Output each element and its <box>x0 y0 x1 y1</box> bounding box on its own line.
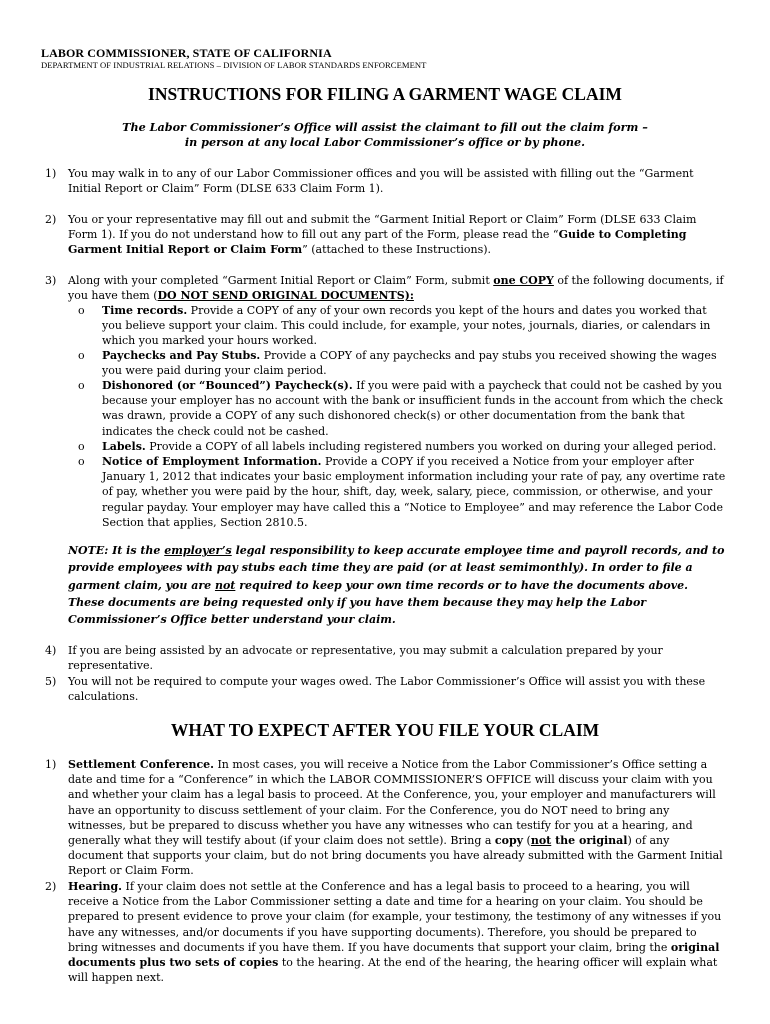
guide-reference: Guide to Completing Garment Initial Report or Claim Form <box>68 228 687 257</box>
not-emphasis: not <box>530 834 552 848</box>
hearing-text <box>68 879 728 985</box>
original-documents-emphasis: original documents plus two sets of copies <box>68 940 720 970</box>
bullet-paychecks <box>102 348 728 378</box>
bullet-marker: o <box>78 304 85 317</box>
note-text-a: NOTE: It is the <box>68 544 165 557</box>
settlement-text-c: ) of any document that supports your claim, but do not bring documents you have already submitted with the Garment Initial Report or Claim Form. <box>68 834 723 878</box>
instruction-5-number: 5) <box>45 675 57 688</box>
instruction-4-number: 4) <box>45 644 57 657</box>
note-not-emphasis: not <box>214 578 236 592</box>
employer-responsibility-note <box>68 542 728 628</box>
bullet-paychecks-title: Paychecks and Pay Stubs. <box>102 349 261 362</box>
bullet-paychecks-text: Provide a COPY of any paychecks and pay stubs you received showing the wages you were paid during your claim period. <box>102 349 717 378</box>
the-original-emphasis: the original <box>551 834 628 848</box>
bullet-notice-title: Notice of Employment Information. <box>102 455 322 468</box>
bullet-time-records <box>102 303 728 349</box>
bullet-dishonored-paychecks <box>102 378 728 439</box>
instruction-3-text <box>68 273 728 303</box>
bullet-time-records-text: Provide a COPY of any of your own records you kept of the hours and dates you worked that you believe support your claim. This could include, for example, your notes, journals, diaries, or calendars in which you marked your hours worked. <box>102 304 711 348</box>
no-originals-emphasis: DO NOT SEND ORIGINAL DOCUMENTS): <box>157 289 414 303</box>
intro-line-1: The Labor Commissioner’s Office will assist the claimant to fill out the claim form – <box>122 120 648 134</box>
hearing-text-b: to the hearing. At the end of the hearing, the hearing officer will explain what will happen next. <box>68 956 718 985</box>
instruction-3-number: 3) <box>45 274 57 287</box>
note-text-c: required to keep your own time records or to have the documents above. These documents are being requested only if you have them because they may help the Labor Commissioner’s Office better understand your claim. <box>68 578 688 627</box>
settlement-conference-title: Settlement Conference. <box>68 758 214 771</box>
note-employer-emphasis: employer’s <box>164 544 232 557</box>
bullet-labels <box>102 439 728 454</box>
bullet-marker: o <box>78 440 85 453</box>
bullet-marker: o <box>78 349 85 362</box>
note-text-b: legal responsibility to keep accurate employee time and payroll records, and to provide employees with pay stubs each time they are paid (or at least semimonthly). In order to file a garment claim, you are <box>68 544 725 592</box>
instruction-2-number: 2) <box>45 213 57 226</box>
settlement-text-b: ( <box>523 834 531 848</box>
expect-2-number: 2) <box>45 880 57 893</box>
hearing-text-a: If your claim does not settle at the Conference and has a legal basis to proceed to a hearing, you will receive a Notice from the Labor Commissioner setting a date and time for a hearing on your claim. You should be prepared to present evidence to prove your claim (for example, your testimony, the testimony of any witnesses if you have any witnesses, and/or documents if you have supporting documents). Therefore, you should be prepared to bring witnesses and documents if you have them. If you have documents that support your claim, bring the <box>68 880 722 954</box>
bullet-marker: o <box>78 379 85 392</box>
instruction-2-text-a: You or your representative may fill out and submit the “Garment Initial Report or Claim” Form (DLSE 633 Claim Form 1). If you do not understand how to fill out any part of the Form, please read the “ <box>68 213 697 242</box>
hearing-title: Hearing. <box>68 880 123 893</box>
bullet-time-records-title: Time records. <box>102 304 188 317</box>
instruction-5-text: You will not be required to compute your wages owed. The Labor Commissioner’s Office will assist you with these calculations. <box>68 675 706 704</box>
instruction-3-text-b: of the following documents, if you have them ( <box>68 274 724 303</box>
bullet-dishonored-text: If you were paid with a paycheck that could not be cashed by you because your employer has no account with the bank or insufficient funds in the account from which the check was drawn, provide a COPY of any such dishonored check(s) or other documentation from the bank that indicates the check could not be cashed. <box>102 379 723 438</box>
one-copy-emphasis: one COPY <box>493 274 554 287</box>
department-heading: DEPARTMENT OF INDUSTRIAL RELATIONS – DIVISION OF LABOR STANDARDS ENFORCEMENT <box>41 60 427 70</box>
expect-1-number: 1) <box>45 758 57 771</box>
intro-statement <box>0 120 770 150</box>
intro-line-2: in person at any local Labor Commissioner’s office or by phone. <box>184 135 586 149</box>
bullet-labels-text: Provide a COPY of all labels including registered numbers you worked on during your alleged period. <box>145 440 717 453</box>
instruction-2-text-b: ” (attached to these Instructions). <box>302 243 492 257</box>
instruction-4-text: If you are being assisted by an advocate or representative, you may submit a calculation prepared by your representative. <box>68 644 663 673</box>
settlement-text-a: In most cases, you will receive a Notice from the Labor Commissioner’s Office setting a date and time for a “Conference” in which the LABOR COMMISSIONER’S OFFICE will discuss your claim with you and whether your claim has a legal basis to proceed. At the Conference, you, your employer and manufacturers will have an opportunity to discuss settlement of your claim. For the Conference, you do NOT need to bring any witnesses, but be prepared to discuss whether you have any witnesses who can testify for you at a hearing, and generally what they will testify about (if your claim does not settle). Bring a <box>68 758 716 848</box>
instruction-2-text <box>68 212 728 258</box>
bullet-notice-text: Provide a COPY if you received a Notice from your employer after January 1, 2012 that indicates your basic employment information including your rate of pay, any overtime rate of pay, whether you were paid by the hour, shift, day, week, salary, piece, commission, or otherwise, and your regular payday. Your employer may have called this a “Notice to Employee” and may reference the Labor Code Section that applies, Section 2810.5. <box>102 455 726 529</box>
bullet-notice-of-employment <box>102 454 728 530</box>
instruction-3-text-a: Along with your completed “Garment Initial Report or Claim” Form, submit <box>68 274 494 287</box>
instruction-1-text: You may walk in to any of our Labor Commissioner offices and you will be assisted with filling out the “Garment Initial Report or Claim” Form (DLSE 633 Claim Form 1). <box>68 167 694 196</box>
instruction-1-number: 1) <box>45 167 57 180</box>
bullet-labels-title: Labels. <box>102 440 146 453</box>
agency-heading: LABOR COMMISSIONER, STATE OF CALIFORNIA <box>41 46 332 60</box>
copy-emphasis: copy <box>494 834 524 848</box>
section-title-what-to-expect: WHAT TO EXPECT AFTER YOU FILE YOUR CLAIM <box>170 720 600 740</box>
page-title: INSTRUCTIONS FOR FILING A GARMENT WAGE CLAIM <box>148 84 622 104</box>
bullet-dishonored-title: Dishonored (or “Bounced”) Paycheck(s). <box>102 379 353 392</box>
bullet-marker: o <box>78 455 85 468</box>
settlement-conference-text <box>68 757 728 879</box>
